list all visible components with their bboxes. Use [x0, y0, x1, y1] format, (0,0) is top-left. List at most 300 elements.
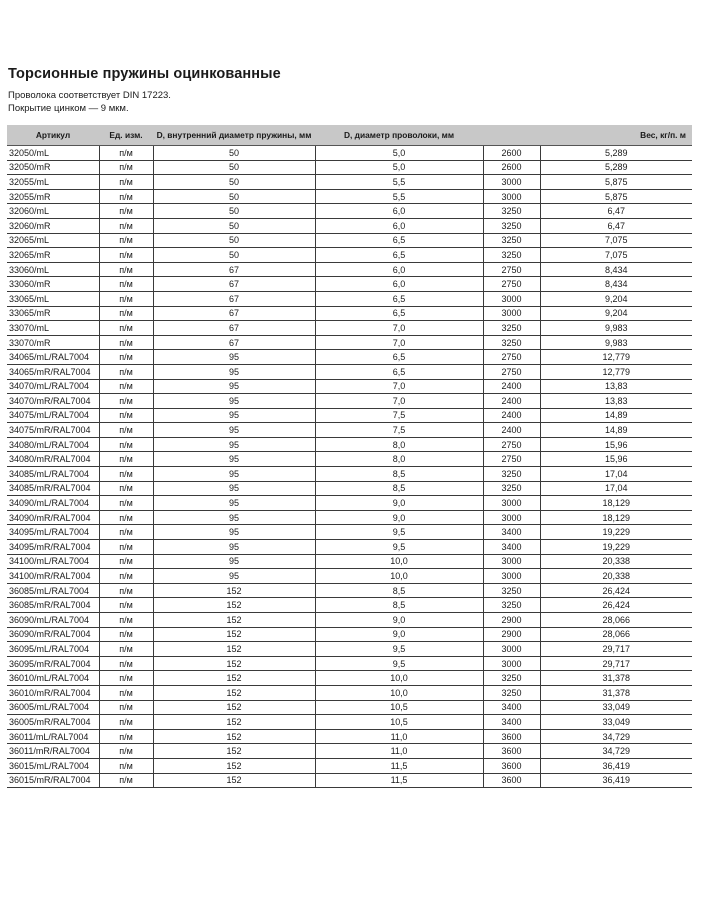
cell-wire-diameter: 10,0 [315, 554, 483, 569]
cell-inner-diameter: 152 [153, 715, 315, 730]
cell-inner-diameter: 67 [153, 321, 315, 336]
cell-article: 34080/mL/RAL7004 [7, 437, 99, 452]
cell-inner-diameter: 152 [153, 627, 315, 642]
cell-sale-length: 3250 [483, 598, 540, 613]
cell-wire-diameter: 6,0 [315, 218, 483, 233]
cell-weight: 6,47 [540, 218, 692, 233]
cell-wire-diameter: 6,5 [315, 248, 483, 263]
cell-inner-diameter: 95 [153, 379, 315, 394]
cell-sale-length: 2750 [483, 262, 540, 277]
cell-sale-length: 3400 [483, 540, 540, 555]
table-row [7, 510, 692, 525]
cell-article: 36085/mL/RAL7004 [7, 583, 99, 598]
table-row [7, 277, 692, 292]
cell-unit: п/м [99, 423, 153, 438]
table-row [7, 598, 692, 613]
cell-weight: 33,049 [540, 700, 692, 715]
cell-inner-diameter: 95 [153, 364, 315, 379]
table-row [7, 729, 692, 744]
cell-weight: 20,338 [540, 554, 692, 569]
header-article: Артикул [7, 125, 99, 146]
cell-unit: п/м [99, 189, 153, 204]
cell-article: 33070/mL [7, 321, 99, 336]
cell-article: 33065/mL [7, 291, 99, 306]
cell-wire-diameter: 11,0 [315, 729, 483, 744]
cell-unit: п/м [99, 321, 153, 336]
cell-article: 34085/mL/RAL7004 [7, 467, 99, 482]
cell-article: 34075/mL/RAL7004 [7, 408, 99, 423]
cell-article: 34090/mR/RAL7004 [7, 510, 99, 525]
cell-article: 34095/mR/RAL7004 [7, 540, 99, 555]
cell-weight: 8,434 [540, 277, 692, 292]
cell-inner-diameter: 152 [153, 583, 315, 598]
cell-inner-diameter: 95 [153, 525, 315, 540]
cell-sale-length: 2750 [483, 437, 540, 452]
cell-wire-diameter: 9,0 [315, 627, 483, 642]
cell-article: 34100/mL/RAL7004 [7, 554, 99, 569]
table-row [7, 146, 692, 161]
cell-weight: 14,89 [540, 423, 692, 438]
table-row [7, 189, 692, 204]
cell-article: 34075/mR/RAL7004 [7, 423, 99, 438]
table-row [7, 467, 692, 482]
cell-inner-diameter: 95 [153, 350, 315, 365]
table-row [7, 481, 692, 496]
table-row [7, 569, 692, 584]
table-row [7, 408, 692, 423]
cell-article: 33060/mR [7, 277, 99, 292]
cell-weight: 26,424 [540, 598, 692, 613]
cell-inner-diameter: 95 [153, 540, 315, 555]
table-row [7, 525, 692, 540]
cell-article: 33060/mL [7, 262, 99, 277]
cell-unit: п/м [99, 715, 153, 730]
cell-wire-diameter: 6,5 [315, 350, 483, 365]
cell-sale-length: 2400 [483, 423, 540, 438]
cell-sale-length: 2400 [483, 408, 540, 423]
cell-inner-diameter: 152 [153, 598, 315, 613]
cell-wire-diameter: 6,5 [315, 306, 483, 321]
cell-inner-diameter: 152 [153, 642, 315, 657]
cell-wire-diameter: 10,0 [315, 685, 483, 700]
cell-weight: 14,89 [540, 408, 692, 423]
cell-sale-length: 3600 [483, 729, 540, 744]
cell-weight: 19,229 [540, 525, 692, 540]
cell-unit: п/м [99, 218, 153, 233]
cell-unit: п/м [99, 364, 153, 379]
cell-inner-diameter: 152 [153, 773, 315, 788]
table-row [7, 175, 692, 190]
cell-article: 34085/mR/RAL7004 [7, 481, 99, 496]
cell-unit: п/м [99, 160, 153, 175]
cell-weight: 13,83 [540, 379, 692, 394]
cell-unit: п/м [99, 291, 153, 306]
zinc-coating-note: Покрытие цинком — 9 мкм. [8, 103, 129, 114]
table-row [7, 685, 692, 700]
table-row [7, 306, 692, 321]
cell-weight: 36,419 [540, 773, 692, 788]
cell-wire-diameter: 5,0 [315, 146, 483, 161]
cell-inner-diameter: 152 [153, 700, 315, 715]
cell-sale-length: 3250 [483, 233, 540, 248]
table-row [7, 233, 692, 248]
cell-article: 34100/mR/RAL7004 [7, 569, 99, 584]
table-row [7, 758, 692, 773]
cell-unit: п/м [99, 408, 153, 423]
cell-wire-diameter: 9,0 [315, 510, 483, 525]
cell-unit: п/м [99, 583, 153, 598]
cell-wire-diameter: 8,0 [315, 452, 483, 467]
cell-unit: п/м [99, 510, 153, 525]
cell-wire-diameter: 5,5 [315, 175, 483, 190]
cell-unit: п/м [99, 262, 153, 277]
table-row [7, 452, 692, 467]
cell-wire-diameter: 11,5 [315, 758, 483, 773]
cell-article: 32065/mR [7, 248, 99, 263]
cell-unit: п/м [99, 685, 153, 700]
cell-sale-length: 3400 [483, 700, 540, 715]
cell-inner-diameter: 152 [153, 613, 315, 628]
cell-wire-diameter: 9,5 [315, 642, 483, 657]
cell-weight: 26,424 [540, 583, 692, 598]
cell-article: 34080/mR/RAL7004 [7, 452, 99, 467]
cell-sale-length: 3250 [483, 481, 540, 496]
cell-sale-length: 3000 [483, 306, 540, 321]
cell-inner-diameter: 67 [153, 291, 315, 306]
table-row [7, 335, 692, 350]
cell-weight: 29,717 [540, 642, 692, 657]
cell-article: 36011/mL/RAL7004 [7, 729, 99, 744]
cell-weight: 9,204 [540, 291, 692, 306]
table-row [7, 379, 692, 394]
cell-wire-diameter: 8,5 [315, 598, 483, 613]
cell-wire-diameter: 8,0 [315, 437, 483, 452]
cell-sale-length: 3250 [483, 335, 540, 350]
cell-sale-length: 3250 [483, 671, 540, 686]
cell-wire-diameter: 9,0 [315, 496, 483, 511]
table-row [7, 715, 692, 730]
cell-article: 32055/mL [7, 175, 99, 190]
cell-unit: п/м [99, 569, 153, 584]
cell-inner-diameter: 50 [153, 189, 315, 204]
cell-article: 36005/mR/RAL7004 [7, 715, 99, 730]
cell-sale-length: 3600 [483, 758, 540, 773]
table-row [7, 423, 692, 438]
cell-wire-diameter: 10,5 [315, 715, 483, 730]
cell-article: 34065/mR/RAL7004 [7, 364, 99, 379]
cell-wire-diameter: 9,0 [315, 613, 483, 628]
cell-wire-diameter: 6,0 [315, 262, 483, 277]
cell-unit: п/м [99, 146, 153, 161]
cell-sale-length: 2600 [483, 146, 540, 161]
cell-inner-diameter: 50 [153, 146, 315, 161]
cell-article: 36011/mR/RAL7004 [7, 744, 99, 759]
cell-unit: п/м [99, 394, 153, 409]
cell-inner-diameter: 95 [153, 496, 315, 511]
table-row [7, 218, 692, 233]
cell-article: 36015/mL/RAL7004 [7, 758, 99, 773]
cell-wire-diameter: 10,0 [315, 569, 483, 584]
cell-wire-diameter: 7,0 [315, 335, 483, 350]
table-row [7, 773, 692, 788]
cell-unit: п/м [99, 642, 153, 657]
table-body [7, 146, 692, 788]
cell-sale-length: 3250 [483, 218, 540, 233]
wire-standard-note: Проволока соответствует DIN 17223. [8, 90, 171, 101]
cell-unit: п/м [99, 773, 153, 788]
cell-unit: п/м [99, 277, 153, 292]
cell-article: 33070/mR [7, 335, 99, 350]
cell-sale-length: 3000 [483, 510, 540, 525]
cell-article: 32060/mL [7, 204, 99, 219]
cell-wire-diameter: 7,5 [315, 408, 483, 423]
cell-weight: 33,049 [540, 715, 692, 730]
cell-weight: 12,779 [540, 350, 692, 365]
cell-weight: 7,075 [540, 233, 692, 248]
cell-inner-diameter: 95 [153, 394, 315, 409]
table-row [7, 554, 692, 569]
table-row [7, 642, 692, 657]
cell-sale-length: 2750 [483, 452, 540, 467]
cell-wire-diameter: 11,0 [315, 744, 483, 759]
cell-sale-length: 2750 [483, 350, 540, 365]
cell-wire-diameter: 9,5 [315, 525, 483, 540]
cell-inner-diameter: 95 [153, 423, 315, 438]
cell-unit: п/м [99, 613, 153, 628]
cell-inner-diameter: 152 [153, 758, 315, 773]
cell-weight: 28,066 [540, 627, 692, 642]
cell-sale-length: 3000 [483, 175, 540, 190]
cell-wire-diameter: 6,0 [315, 204, 483, 219]
cell-weight: 36,419 [540, 758, 692, 773]
table-row [7, 262, 692, 277]
cell-article: 32065/mL [7, 233, 99, 248]
cell-inner-diameter: 67 [153, 306, 315, 321]
cell-sale-length: 2750 [483, 364, 540, 379]
table-row [7, 613, 692, 628]
cell-sale-length: 3250 [483, 204, 540, 219]
cell-inner-diameter: 95 [153, 437, 315, 452]
cell-inner-diameter: 67 [153, 335, 315, 350]
cell-weight: 9,983 [540, 321, 692, 336]
table-row [7, 671, 692, 686]
cell-inner-diameter: 50 [153, 204, 315, 219]
cell-article: 33065/mR [7, 306, 99, 321]
cell-unit: п/м [99, 598, 153, 613]
cell-inner-diameter: 152 [153, 656, 315, 671]
cell-article: 34070/mR/RAL7004 [7, 394, 99, 409]
table-header-row [7, 125, 692, 146]
cell-wire-diameter: 10,0 [315, 671, 483, 686]
cell-weight: 19,229 [540, 540, 692, 555]
cell-sale-length: 3250 [483, 583, 540, 598]
cell-wire-diameter: 6,5 [315, 291, 483, 306]
table-row [7, 364, 692, 379]
cell-weight: 6,47 [540, 204, 692, 219]
cell-sale-length: 3250 [483, 321, 540, 336]
cell-article: 36085/mR/RAL7004 [7, 598, 99, 613]
header-wire-diameter: D, диаметр проволоки, мм [315, 125, 483, 146]
cell-wire-diameter: 7,5 [315, 423, 483, 438]
cell-wire-diameter: 9,5 [315, 540, 483, 555]
cell-weight: 15,96 [540, 437, 692, 452]
table-row [7, 204, 692, 219]
table-row [7, 540, 692, 555]
cell-inner-diameter: 50 [153, 160, 315, 175]
cell-unit: п/м [99, 437, 153, 452]
cell-wire-diameter: 8,5 [315, 481, 483, 496]
cell-inner-diameter: 67 [153, 277, 315, 292]
table-row [7, 627, 692, 642]
cell-sale-length: 2900 [483, 613, 540, 628]
cell-weight: 5,289 [540, 160, 692, 175]
cell-unit: п/м [99, 350, 153, 365]
cell-unit: п/м [99, 554, 153, 569]
springs-table [7, 125, 692, 788]
cell-inner-diameter: 152 [153, 685, 315, 700]
cell-article: 36005/mL/RAL7004 [7, 700, 99, 715]
cell-article: 36090/mR/RAL7004 [7, 627, 99, 642]
cell-article: 34095/mL/RAL7004 [7, 525, 99, 540]
cell-wire-diameter: 6,0 [315, 277, 483, 292]
header-unit: Ед. изм. [99, 125, 153, 146]
cell-unit: п/м [99, 481, 153, 496]
cell-weight: 20,338 [540, 569, 692, 584]
cell-inner-diameter: 50 [153, 248, 315, 263]
cell-sale-length: 3400 [483, 525, 540, 540]
cell-weight: 5,289 [540, 146, 692, 161]
cell-article: 34065/mL/RAL7004 [7, 350, 99, 365]
table-row [7, 160, 692, 175]
table-row [7, 248, 692, 263]
cell-inner-diameter: 50 [153, 218, 315, 233]
cell-wire-diameter: 8,5 [315, 583, 483, 598]
cell-inner-diameter: 95 [153, 481, 315, 496]
cell-wire-diameter: 10,5 [315, 700, 483, 715]
cell-unit: п/м [99, 540, 153, 555]
cell-unit: п/м [99, 204, 153, 219]
header-inner-diameter: D, внутренний диаметр пружины, мм [153, 125, 315, 146]
cell-inner-diameter: 95 [153, 554, 315, 569]
cell-unit: п/м [99, 306, 153, 321]
cell-sale-length: 2900 [483, 627, 540, 642]
cell-sale-length: 2400 [483, 379, 540, 394]
cell-sale-length: 2600 [483, 160, 540, 175]
cell-sale-length: 3000 [483, 656, 540, 671]
cell-inner-diameter: 152 [153, 729, 315, 744]
cell-article: 32050/mL [7, 146, 99, 161]
cell-wire-diameter: 11,5 [315, 773, 483, 788]
cell-weight: 18,129 [540, 496, 692, 511]
header-weight: Вес, кг/п. м [540, 125, 692, 146]
cell-weight: 18,129 [540, 510, 692, 525]
document-title: Торсионные пружины оцинкованные [8, 66, 281, 82]
table-row [7, 394, 692, 409]
cell-unit: п/м [99, 233, 153, 248]
cell-weight: 34,729 [540, 744, 692, 759]
cell-sale-length: 3400 [483, 715, 540, 730]
table-row [7, 700, 692, 715]
cell-unit: п/м [99, 335, 153, 350]
cell-sale-length: 2750 [483, 277, 540, 292]
cell-article: 34090/mL/RAL7004 [7, 496, 99, 511]
cell-unit: п/м [99, 467, 153, 482]
cell-inner-diameter: 50 [153, 175, 315, 190]
cell-inner-diameter: 95 [153, 452, 315, 467]
cell-weight: 31,378 [540, 671, 692, 686]
cell-unit: п/м [99, 700, 153, 715]
cell-weight: 29,717 [540, 656, 692, 671]
cell-unit: п/м [99, 379, 153, 394]
cell-weight: 17,04 [540, 481, 692, 496]
cell-unit: п/м [99, 627, 153, 642]
cell-weight: 13,83 [540, 394, 692, 409]
cell-sale-length: 3000 [483, 642, 540, 657]
cell-inner-diameter: 67 [153, 262, 315, 277]
cell-sale-length: 3000 [483, 569, 540, 584]
table-row [7, 321, 692, 336]
cell-article: 36095/mR/RAL7004 [7, 656, 99, 671]
cell-wire-diameter: 7,0 [315, 321, 483, 336]
cell-unit: п/м [99, 248, 153, 263]
cell-sale-length: 3600 [483, 744, 540, 759]
table-row [7, 291, 692, 306]
cell-weight: 9,204 [540, 306, 692, 321]
cell-article: 36090/mL/RAL7004 [7, 613, 99, 628]
cell-sale-length: 3000 [483, 291, 540, 306]
cell-article: 34070/mL/RAL7004 [7, 379, 99, 394]
cell-weight: 28,066 [540, 613, 692, 628]
cell-wire-diameter: 6,5 [315, 364, 483, 379]
cell-article: 32060/mR [7, 218, 99, 233]
cell-article: 32050/mR [7, 160, 99, 175]
cell-sale-length: 3250 [483, 467, 540, 482]
cell-weight: 12,779 [540, 364, 692, 379]
cell-unit: п/м [99, 496, 153, 511]
cell-inner-diameter: 95 [153, 467, 315, 482]
cell-weight: 17,04 [540, 467, 692, 482]
table-row [7, 350, 692, 365]
cell-wire-diameter: 8,5 [315, 467, 483, 482]
cell-unit: п/м [99, 671, 153, 686]
cell-sale-length: 3000 [483, 496, 540, 511]
cell-sale-length: 3600 [483, 773, 540, 788]
cell-article: 32055/mR [7, 189, 99, 204]
cell-sale-length: 3250 [483, 248, 540, 263]
cell-wire-diameter: 9,5 [315, 656, 483, 671]
cell-unit: п/м [99, 758, 153, 773]
cell-sale-length: 3000 [483, 189, 540, 204]
table-row [7, 437, 692, 452]
cell-sale-length: 3250 [483, 685, 540, 700]
cell-weight: 34,729 [540, 729, 692, 744]
header-sale-length [483, 125, 540, 146]
cell-inner-diameter: 50 [153, 233, 315, 248]
cell-wire-diameter: 7,0 [315, 379, 483, 394]
cell-inner-diameter: 152 [153, 744, 315, 759]
cell-wire-diameter: 5,0 [315, 160, 483, 175]
cell-inner-diameter: 95 [153, 569, 315, 584]
cell-weight: 5,875 [540, 175, 692, 190]
cell-unit: п/м [99, 452, 153, 467]
cell-unit: п/м [99, 525, 153, 540]
cell-weight: 9,983 [540, 335, 692, 350]
table-row [7, 744, 692, 759]
cell-article: 36095/mL/RAL7004 [7, 642, 99, 657]
cell-article: 36010/mR/RAL7004 [7, 685, 99, 700]
table-row [7, 656, 692, 671]
cell-unit: п/м [99, 656, 153, 671]
